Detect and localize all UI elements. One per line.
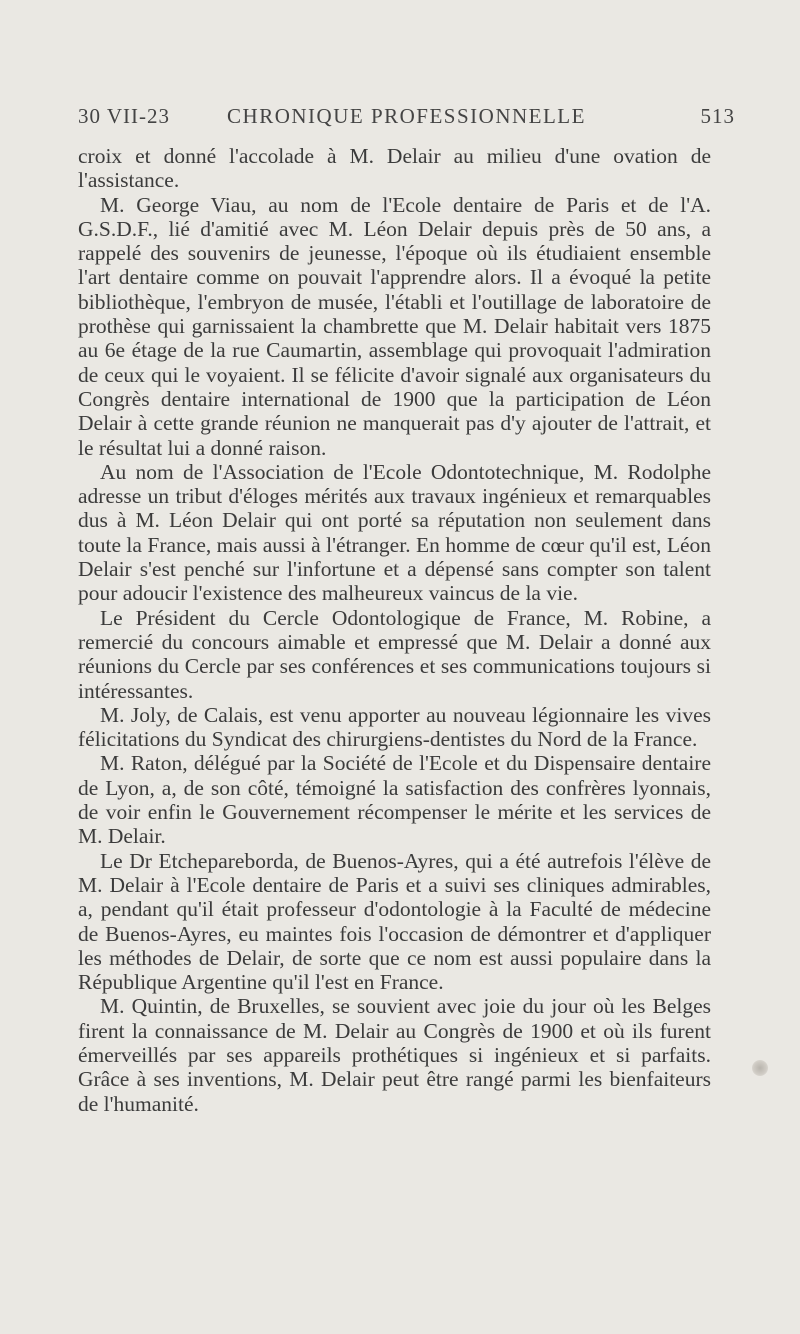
paragraph-quintin: M. Quintin, de Bruxelles, se souvient avec joie du jour où les Belges firent la connaissance de M. Delair au Congrès de 1900 et où ils furent émerveillés par ses appareils prothétiques si ingénieux et si parfaits. Grâce à ses inventions, M. Delair peut être rangé parmi les bienfaiteurs de l'humanité. — [78, 994, 711, 1116]
paragraph-raton: M. Raton, délégué par la Société de l'Ecole et du Dispensaire dentaire de Lyon, a, de son côté, témoigné la satisfaction des confrères lyonnais, de voir enfin le Gouvernement récompenser le mérite et les services de M. Delair. — [78, 751, 711, 849]
header-date: 30 VII-23 — [78, 104, 171, 128]
paragraph-robine: Le Président du Cercle Odontologique de France, M. Robine, a remercié du concours aimable et empressé que M. Delair a donné aux réunions du Cercle par ses conférences et ses communications toujours si intéressantes. — [78, 605, 711, 703]
running-head — [78, 104, 735, 138]
header-title: CHRONIQUE PROFESSIONNELLE — [227, 104, 586, 128]
paragraph-continuation: croix et donné l'accolade à M. Delair au milieu d'une ovation de l'assistance. — [78, 144, 711, 193]
paragraph-joly: M. Joly, de Calais, est venu apporter au nouveau légionnaire les vives félicitations du Syndicat des chirurgiens-dentistes du Nord de la France. — [78, 702, 711, 752]
paragraph-viau: M. George Viau, au nom de l'Ecole dentaire de Paris et de l'A. G.S.D.F., lié d'amitié avec M. Léon Delair depuis près de 50 ans, a rappelé des souvenirs de jeunesse, l'époque où ils étudiaient ensemble l'art dentaire comme on pouvait l'apprendre alors. Il a évoqué la petite bibliothèque, l'embryon de musée, l'établi et l'outillage de laboratoire de prothèse qui garnissaient la chambrette que M. Delair habitait vers 1875 au 6e étage de la rue Caumartin, assemblage qui provoquait l'admiration de ceux qui le voyaient. Il se félicite d'avoir signalé aux organisateurs du Congrès dentaire international de 1900 que la participation de Léon Delair à cette grande réunion ne manquerait pas d'y ajouter de l'attrait, et le résultat lui a donné raison. — [78, 192, 711, 460]
page-number: 513 — [700, 104, 735, 128]
paragraph-rodolphe: Au nom de l'Association de l'Ecole Odontotechnique, M. Rodolphe adresse un tribut d'éloges mérités aux travaux ingénieux et remarquables dus à M. Léon Delair qui ont porté sa réputation non seulement dans toute la France, mais aussi à l'étranger. En homme de cœur qu'il est, Léon Delair s'est penché sur l'infortune et a dépensé sans compter son talent pour adoucir l'existence des malheureux vaincus de la vie. — [78, 459, 711, 606]
paper-stain — [752, 1060, 768, 1076]
article-body — [78, 144, 711, 1116]
paragraph-etcheparreborda: Le Dr Etcheparebordа, de Buenos-Ayres, qui a été autrefois l'élève de M. Delair à l'Ecole dentaire de Paris et a suivi ses cliniques admirables, a, pendant qu'il était professeur d'odontologie à la Faculté de médecine de Buenos-Ayres, eu maintes fois l'occasion de démontrer et d'appliquer les méthodes de Delair, de sorte que ce nom est aussi populaire dans la République Argentine qu'il l'est en France. — [78, 848, 711, 995]
